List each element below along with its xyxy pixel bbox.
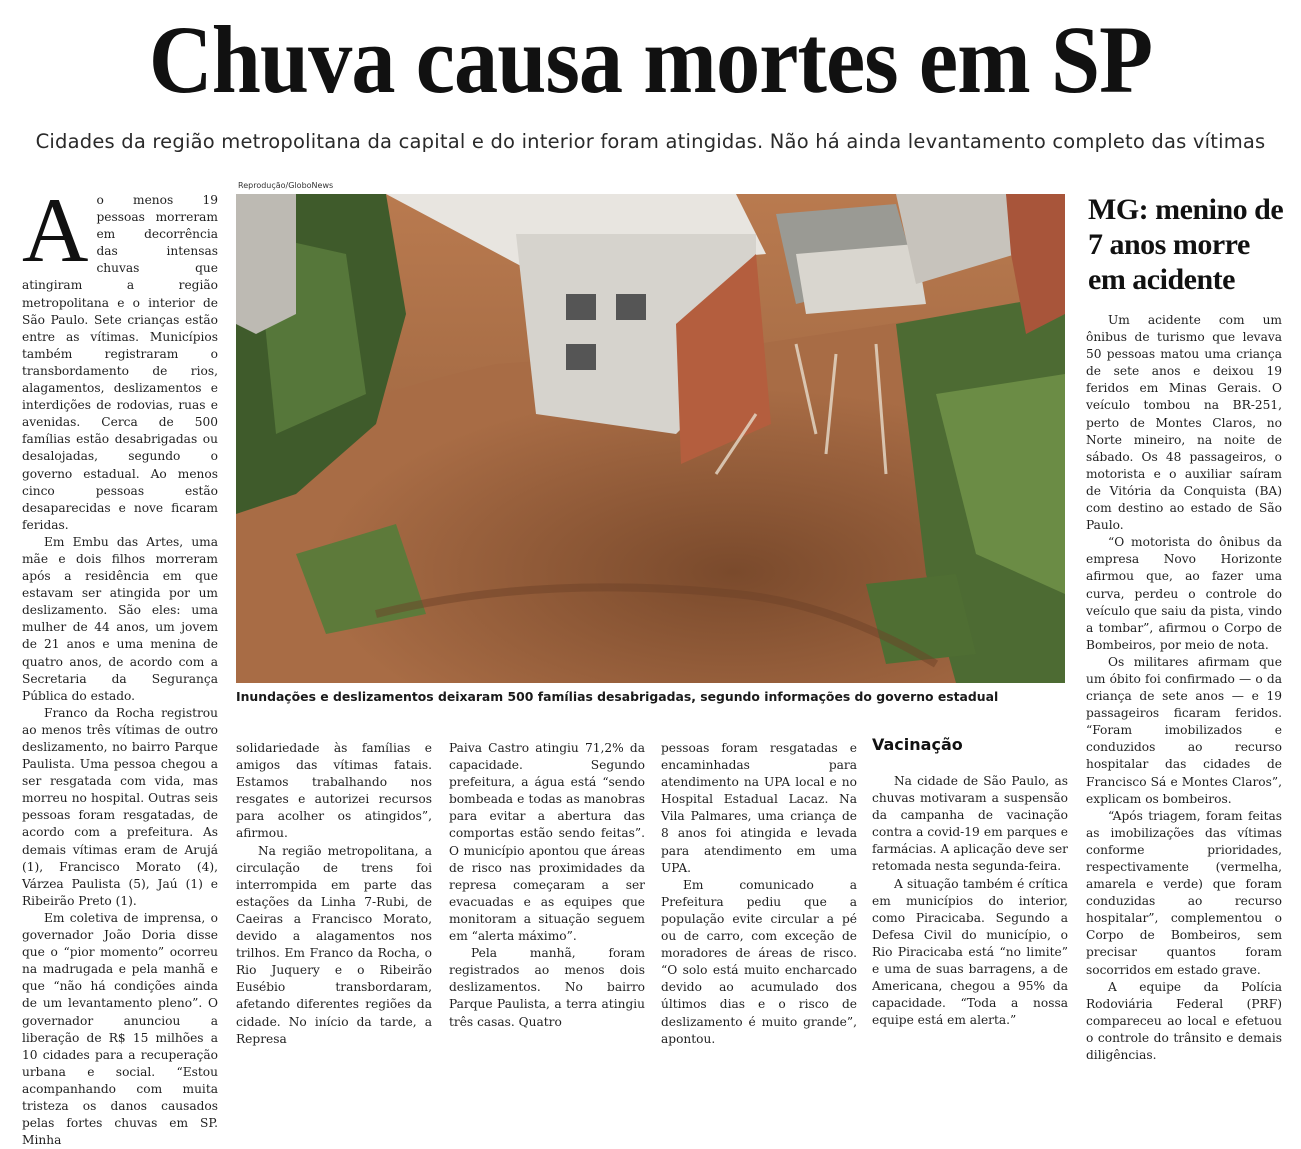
landslide-photo-illustration bbox=[236, 194, 1065, 683]
article-column-2 bbox=[236, 740, 432, 1048]
article-column-1 bbox=[22, 179, 218, 1149]
paragraph: pessoas foram resgatadas e encaminhadas para atendimento na UPA local e no Hospital Estadual Lacaz. Na Vila Palmares, uma criança de 8 anos foi atingida e levada para atendimento em uma UPA. bbox=[661, 741, 857, 875]
paragraph: “Após triagem, foram feitas as imobilizações das vítimas conforme prioridades, respectivamente (vermelha, amarela e verde) que foram conduzidas ao recurso hospitalar”, complementou o Corpo de Bombeiros, sem precisar quantos foram socorridos em estado grave. bbox=[1086, 808, 1282, 977]
paragraph: Paiva Castro atingiu 71,2% da capacidade. Segundo prefeitura, a água está “sendo bombeada e todas as manobras para evitar a abertura das comportas estão sendo feitas”. O município apontou que áreas de risco nas proximidades da represa começaram a ser evacuadas e as equipes que monitoram a situação seguem em “alerta máximo”. bbox=[449, 741, 645, 944]
paragraph: Os militares afirmam que um óbito foi confirmado — o da criança de sete anos — e 19 passageiros ficaram feridos. “Foram imobilizados e conduzidos ao recurso hospitalar das cidades de Francisco Sá e Montes Claros”, explicam os bombeiros. bbox=[1086, 654, 1282, 806]
photo-caption: Inundações e deslizamentos deixaram 500 famílias desabrigadas, segundo informações do governo estadual bbox=[236, 689, 999, 704]
paragraph: Em Embu das Artes, uma mãe e dois filhos morreram após a residência em que estavam ser atingida por um deslizamento. São eles: uma mulher de 44 anos, um jovem de 21 anos e uma menina de quatro anos, de acordo com a Secretaria da Segurança Pública do estado. bbox=[22, 534, 218, 703]
paragraph: Em comunicado a Prefeitura pediu que a população evite circular a pé ou de carro, com exceção de moradores de áreas de risco. “O solo está muito encharcado devido ao acumulado dos últimos dias e o risco de deslizamento é muito grande”, apontou. bbox=[661, 877, 857, 1046]
paragraph: solidariedade às famílias e amigos das vítimas fatais. Estamos trabalhando nos resgates e autorizei recursos para acolher os atingidos”, afirmou. bbox=[236, 741, 432, 841]
paragraph: Na cidade de São Paulo, as chuvas motivaram a suspensão da campanha de vacinação contra a covid-19 em parques e farmácias. A aplicação deve ser retomada nesta segunda-feira. bbox=[872, 774, 1068, 874]
paragraph: Franco da Rocha registrou ao menos três vítimas de outro deslizamento, no bairro Parque Paulista. Uma pessoa chegou a ser resgatada com vida, mas morreu no hospital. Outras seis pessoas foram resgatadas, de acordo com a prefeitura. As demais vítimas eram de Arujá (1), Francisco Morato (4), Várzea Paulista (5), Jaú (1) e Ribeirão Preto (1). bbox=[22, 705, 218, 908]
subtitle: Cidades da região metropolitana da capital e do interior foram atingidas. Não há ainda levantamento completo das vítimas bbox=[35, 130, 1266, 153]
paragraph: Pela manhã, foram registrados ao menos dois deslizamentos. No bairro Parque Paulista, a terra atingiu três casas. Quatro bbox=[449, 946, 645, 1029]
paragraph: Em coletiva de imprensa, o governador João Doria disse que o “pior momento” ocorreu na madrugada e pela manhã e que “não há condições ainda de um levantamento pleno”. O governador anunciou a liberação de R$ 15 milhões a 10 cidades para a recuperação urbana e social. “Estou acompanhando com muita tristeza os danos causados pelas fortes chuvas em SP. Minha bbox=[22, 910, 218, 1148]
section-heading: Vacinação bbox=[872, 735, 963, 754]
lead-paragraph bbox=[22, 179, 218, 534]
sidebar-headline: MG: menino de 7 anos morre em acidente bbox=[1088, 193, 1284, 296]
paragraph: “O motorista do ônibus da empresa Novo Horizonte afirmou que, ao fazer uma curva, perdeu o controle do veículo que saiu da pista, vindo a tombar”, afirmou o Corpo de Bombeiros, por meio de nota. bbox=[1086, 535, 1282, 652]
paragraph-text: o menos 19 pessoas morreram em decorrência das intensas chuvas que atingiram a região metropolitana e o interior de São Paulo. Sete crianças estão entre as vítimas. Municípios também registraram o transbordamento de rios, alagamentos, deslizamentos e interdições de rodovias, ruas e avenidas. Cerca de 500 famílias estão desabrigadas ou desalojadas, segundo o governo estadual. Ao menos cinco pessoas estão desaparecidas e nove ficaram feridas. bbox=[22, 193, 218, 532]
sidebar-column bbox=[1086, 312, 1282, 1064]
drop-cap: A bbox=[22, 179, 89, 281]
headline: Chuva causa mortes em SP bbox=[148, 6, 1153, 113]
paragraph: Um acidente com um ônibus de turismo que levava 50 pessoas matou uma criança de sete anos e deixou 19 feridos em Minas Gerais. O veículo tombou na BR-251, perto de Montes Claros, no Norte mineiro, na noite de sábado. Os 48 passageiros, o motorista e o auxiliar saíram de Vitória da Conquista (BA) com destino ao estado de São Paulo. bbox=[1086, 313, 1282, 533]
landslide-photo bbox=[236, 194, 1065, 683]
article-column-5 bbox=[872, 773, 1068, 1029]
paragraph: A situação também é crítica em municípios do interior, como Piracicaba. Segundo a Defesa Civil do município, o Rio Piracicaba está “no limite” e uma de suas barragens, a de Americana, chegou a 95% da capacidade. “Toda a nossa equipe está em alerta.” bbox=[872, 876, 1068, 1028]
article-column-3 bbox=[449, 740, 645, 1031]
paragraph: A equipe da Polícia Rodoviária Federal (PRF) compareceu ao local e efetuou o controle do trânsito e demais diligências. bbox=[1086, 979, 1282, 1063]
photo-credit: Reprodução/GloboNews bbox=[238, 181, 334, 190]
paragraph: Na região metropolitana, a circulação de trens foi interrompida em parte das estações da Linha 7-Rubi, de Caeiras a Francisco Morato, devido a alagamentos nos trilhos. Em Franco da Rocha, o Rio Juquery e o Ribeirão Eusébio transbordaram, afetando diferentes regiões da cidade. No início da tarde, a Represa bbox=[236, 843, 432, 1046]
article-column-4 bbox=[661, 740, 857, 1048]
